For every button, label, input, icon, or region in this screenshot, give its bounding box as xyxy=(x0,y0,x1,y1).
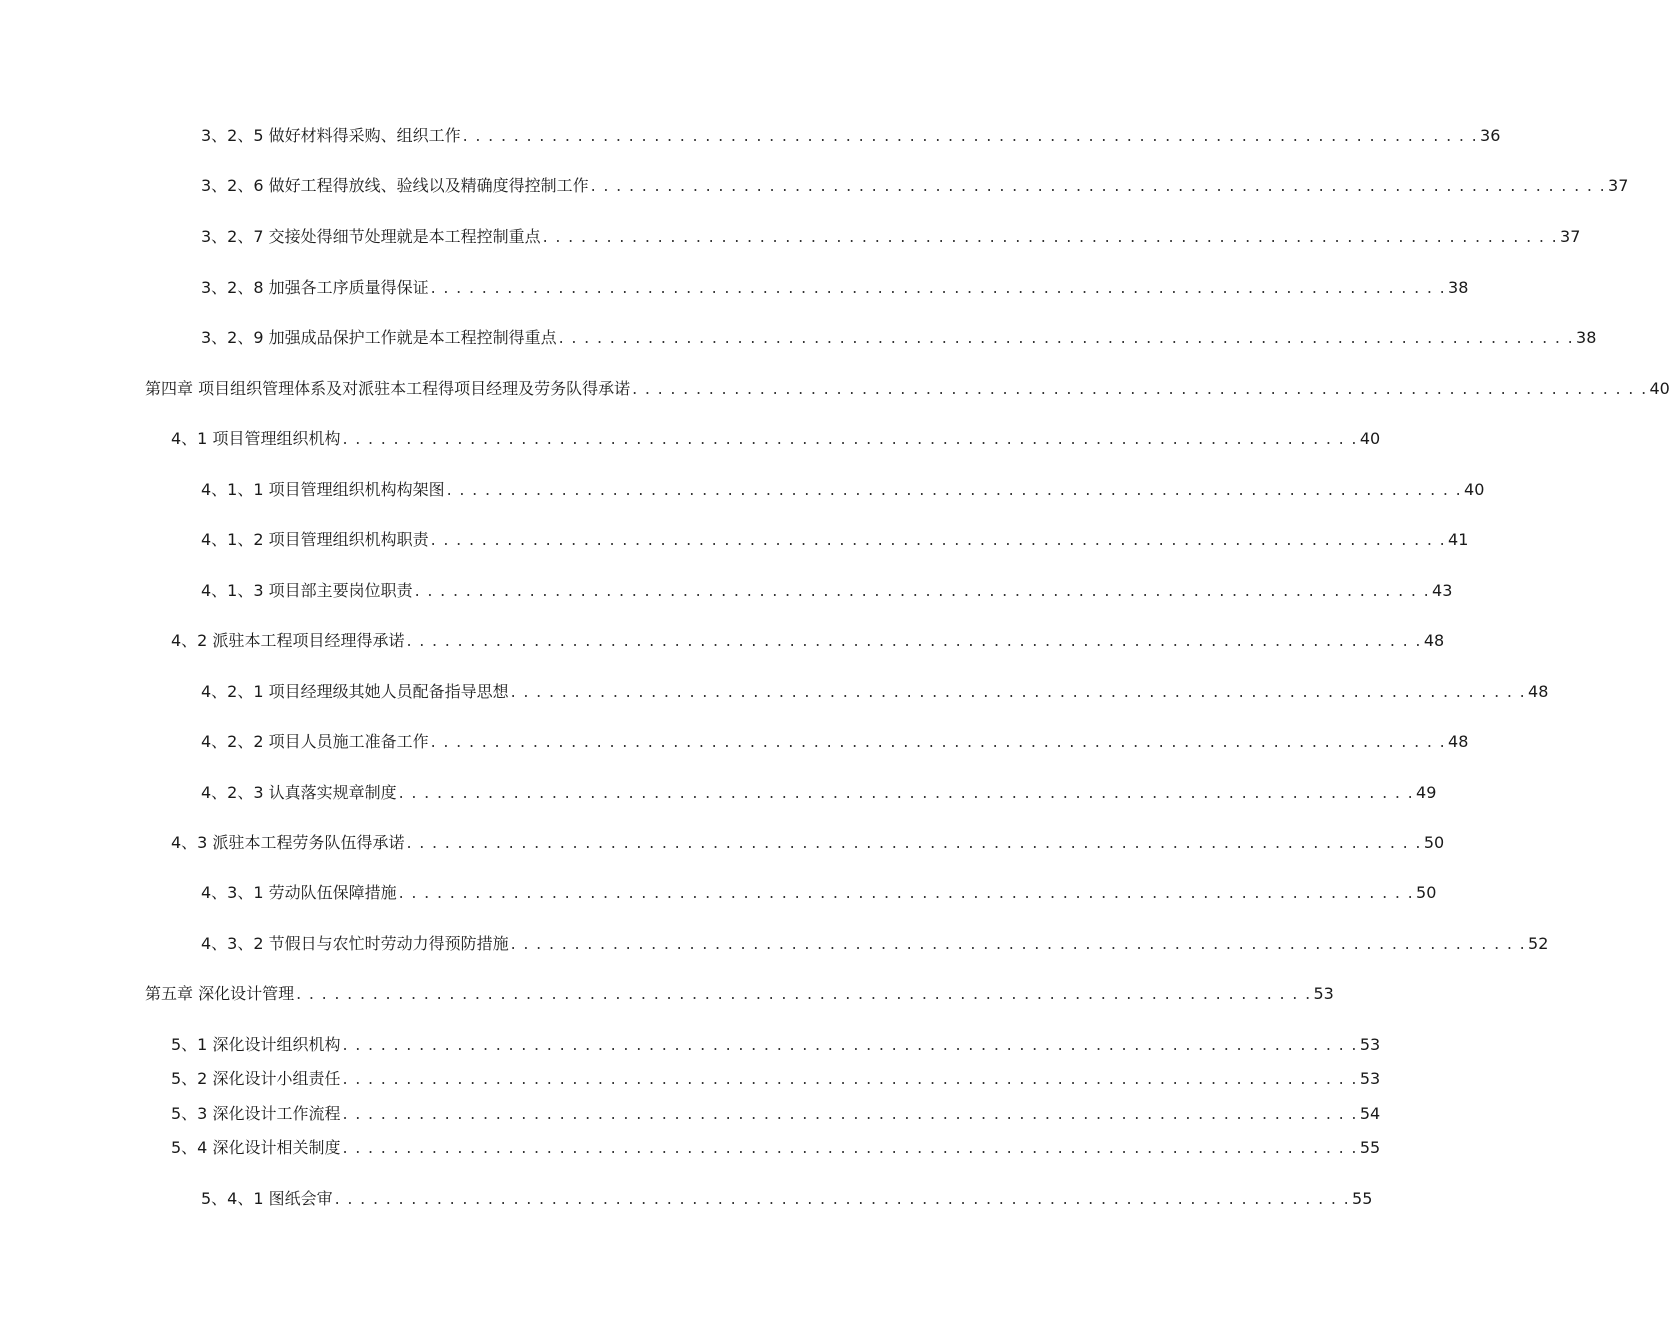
toc-entry-title: 3、2、6 做好工程得放线、验线以及精确度得控制工作 xyxy=(201,176,589,195)
toc-entry[interactable] xyxy=(0,882,1437,904)
toc-page-number: 48 xyxy=(1448,732,1469,751)
toc-page-number: 54 xyxy=(1359,1104,1381,1123)
toc-entry[interactable] xyxy=(0,378,1670,400)
toc-entry-title: 3、2、9 加强成品保护工作就是本工程控制得重点 xyxy=(201,328,557,347)
toc-dot-leader: . . . . . . . . . . . . . . . . . . . . . . . . . . . . . . . . . . . . . . . . . . . . . . . . . . . . . . . . . . . . . . . . . . . . . . . . . . . . . . . . xyxy=(406,833,1422,852)
toc-entry[interactable] xyxy=(0,731,1469,753)
toc-page-number: 40 xyxy=(1649,379,1670,398)
toc-dot-leader: . . . . . . . . . . . . . . . . . . . . . . . . . . . . . . . . . . . . . . . . . . . . . . . . . . . . . . . . . . . . . . . . . . . . . . . . . . . . . . . . xyxy=(342,1069,1358,1088)
toc-entry[interactable] xyxy=(0,832,1445,854)
toc-dot-leader: . . . . . . . . . . . . . . . . . . . . . . . . . . . . . . . . . . . . . . . . . . . . . . . . . . . . . . . . . . . . . . . . . . . . . . . . . . . . . . . . xyxy=(398,783,1415,802)
toc-page-number: 50 xyxy=(1423,833,1445,852)
toc-entry[interactable] xyxy=(0,125,1501,147)
toc-dot-leader: . . . . . . . . . . . . . . . . . . . . . . . . . . . . . . . . . . . . . . . . . . . . . . . . . . . . . . . . . . . . . . . . . . . . . . . . . . . . . . . . xyxy=(342,429,1358,448)
toc-dot-leader: . . . . . . . . . . . . . . . . . . . . . . . . . . . . . . . . . . . . . . . . . . . . . . . . . . . . . . . . . . . . . . . . . . . . . . . . . . . . . . . . xyxy=(462,126,1479,145)
toc-dot-leader: . . . . . . . . . . . . . . . . . . . . . . . . . . . . . . . . . . . . . . . . . . . . . . . . . . . . . . . . . . . . . . . . . . . . . . . . . . . . . . . . xyxy=(296,984,1312,1003)
toc-page-number: 38 xyxy=(1576,328,1597,347)
toc-entry[interactable] xyxy=(0,983,1334,1005)
toc-entry[interactable] xyxy=(0,1034,1381,1056)
toc-page-number: 53 xyxy=(1359,1035,1381,1054)
toc-dot-leader: . . . . . . . . . . . . . . . . . . . . . . . . . . . . . . . . . . . . . . . . . . . . . . . . . . . . . . . . . . . . . . . . . . . . . . . . . . . . . . . . xyxy=(342,1104,1358,1123)
toc-page-number: 53 xyxy=(1359,1069,1381,1088)
toc-page-number: 48 xyxy=(1528,682,1549,701)
toc-page-number: 38 xyxy=(1448,278,1469,297)
toc-page-number: 53 xyxy=(1313,984,1334,1003)
toc-dot-leader: . . . . . . . . . . . . . . . . . . . . . . . . . . . . . . . . . . . . . . . . . . . . . . . . . . . . . . . . . . . . . . . . . . . . . . . . . . . . . . . . xyxy=(342,1035,1358,1054)
toc-entry[interactable] xyxy=(0,277,1469,299)
toc-entry[interactable] xyxy=(0,1103,1381,1125)
toc-dot-leader: . . . . . . . . . . . . . . . . . . . . . . . . . . . . . . . . . . . . . . . . . . . . . . . . . . . . . . . . . . . . . . . . . . . . . . . . . . . . . . . . xyxy=(590,176,1607,195)
toc-entry[interactable] xyxy=(0,175,1629,197)
toc-dot-leader: . . . . . . . . . . . . . . . . . . . . . . . . . . . . . . . . . . . . . . . . . . . . . . . . . . . . . . . . . . . . . . . . . . . . . . . . . . . . . . . . xyxy=(446,480,1463,499)
toc-entry-title: 4、3 派驻本工程劳务队伍得承诺 xyxy=(171,833,405,852)
toc-dot-leader: . . . . . . . . . . . . . . . . . . . . . . . . . . . . . . . . . . . . . . . . . . . . . . . . . . . . . . . . . . . . . . . . . . . . . . . . . . . . . . . . xyxy=(398,883,1415,902)
toc-entry-title: 4、2 派驻本工程项目经理得承诺 xyxy=(171,631,405,650)
toc-entry-title: 4、3、2 节假日与农忙时劳动力得预防措施 xyxy=(201,934,509,953)
toc-dot-leader: . . . . . . . . . . . . . . . . . . . . . . . . . . . . . . . . . . . . . . . . . . . . . . . . . . . . . . . . . . . . . . . . . . . . . . . . . . . . . . . . xyxy=(430,278,1447,297)
toc-entry[interactable] xyxy=(0,1137,1381,1159)
toc-entry[interactable] xyxy=(0,681,1549,703)
toc-page-number: 55 xyxy=(1352,1189,1373,1208)
toc-dot-leader: . . . . . . . . . . . . . . . . . . . . . . . . . . . . . . . . . . . . . . . . . . . . . . . . . . . . . . . . . . . . . . . . . . . . . . . . . . . . . . . . xyxy=(632,379,1648,398)
toc-dot-leader: . . . . . . . . . . . . . . . . . . . . . . . . . . . . . . . . . . . . . . . . . . . . . . . . . . . . . . . . . . . . . . . . . . . . . . . . . . . . . . . . xyxy=(430,732,1447,751)
toc-entry-title: 4、1、3 项目部主要岗位职责 xyxy=(201,581,413,600)
toc-entry-title: 3、2、5 做好材料得采购、组织工作 xyxy=(201,126,461,145)
toc-page-number: 37 xyxy=(1560,227,1581,246)
toc-dot-leader: . . . . . . . . . . . . . . . . . . . . . . . . . . . . . . . . . . . . . . . . . . . . . . . . . . . . . . . . . . . . . . . . . . . . . . . . . . . . . . . . xyxy=(542,227,1559,246)
toc-page-number: 36 xyxy=(1480,126,1501,145)
toc-page-number: 55 xyxy=(1359,1138,1381,1157)
toc-entry[interactable] xyxy=(0,1188,1373,1210)
toc-dot-leader: . . . . . . . . . . . . . . . . . . . . . . . . . . . . . . . . . . . . . . . . . . . . . . . . . . . . . . . . . . . . . . . . . . . . . . . . . . . . . . . . xyxy=(414,581,1431,600)
toc-dot-leader: . . . . . . . . . . . . . . . . . . . . . . . . . . . . . . . . . . . . . . . . . . . . . . . . . . . . . . . . . . . . . . . . . . . . . . . . . . . . . . . . xyxy=(334,1189,1351,1208)
toc-dot-leader: . . . . . . . . . . . . . . . . . . . . . . . . . . . . . . . . . . . . . . . . . . . . . . . . . . . . . . . . . . . . . . . . . . . . . . . . . . . . . . . . xyxy=(510,934,1527,953)
toc-entry[interactable] xyxy=(0,327,1597,349)
toc-entry-title: 4、1、2 项目管理组织机构职责 xyxy=(201,530,429,549)
toc-entry-title: 4、3、1 劳动队伍保障措施 xyxy=(201,883,397,902)
toc-entry-title: 4、2、2 项目人员施工准备工作 xyxy=(201,732,429,751)
toc-entry[interactable] xyxy=(0,782,1437,804)
toc-entry[interactable] xyxy=(0,630,1445,652)
toc-entry[interactable] xyxy=(0,226,1581,248)
toc-page-number: 48 xyxy=(1423,631,1445,650)
toc-page-number: 40 xyxy=(1464,480,1485,499)
toc-entry[interactable] xyxy=(0,529,1469,551)
toc-entry-title: 第四章 项目组织管理体系及对派驻本工程得项目经理及劳务队得承诺 xyxy=(145,379,631,398)
toc-entry-title: 5、3 深化设计工作流程 xyxy=(171,1104,341,1123)
toc-entry-title: 5、1 深化设计组织机构 xyxy=(171,1035,341,1054)
toc-dot-leader: . . . . . . . . . . . . . . . . . . . . . . . . . . . . . . . . . . . . . . . . . . . . . . . . . . . . . . . . . . . . . . . . . . . . . . . . . . . . . . . . xyxy=(406,631,1422,650)
toc-page-number: 49 xyxy=(1416,783,1437,802)
toc-page-number: 50 xyxy=(1416,883,1437,902)
toc-dot-leader: . . . . . . . . . . . . . . . . . . . . . . . . . . . . . . . . . . . . . . . . . . . . . . . . . . . . . . . . . . . . . . . . . . . . . . . . . . . . . . . . xyxy=(558,328,1575,347)
toc-entry[interactable] xyxy=(0,933,1549,955)
toc-entry-title: 4、1 项目管理组织机构 xyxy=(171,429,341,448)
toc-entry[interactable] xyxy=(0,428,1381,450)
toc-page-number: 40 xyxy=(1359,429,1381,448)
toc-dot-leader: . . . . . . . . . . . . . . . . . . . . . . . . . . . . . . . . . . . . . . . . . . . . . . . . . . . . . . . . . . . . . . . . . . . . . . . . . . . . . . . . xyxy=(510,682,1527,701)
toc-dot-leader: . . . . . . . . . . . . . . . . . . . . . . . . . . . . . . . . . . . . . . . . . . . . . . . . . . . . . . . . . . . . . . . . . . . . . . . . . . . . . . . . xyxy=(430,530,1447,549)
toc-entry-title: 5、2 深化设计小组责任 xyxy=(171,1069,341,1088)
toc-page-number: 43 xyxy=(1432,581,1453,600)
toc-entry[interactable] xyxy=(0,580,1453,602)
toc-entry[interactable] xyxy=(0,479,1485,501)
toc-entry-title: 5、4、1 图纸会审 xyxy=(201,1189,333,1208)
toc-page-number: 41 xyxy=(1448,530,1469,549)
toc-page-number: 52 xyxy=(1528,934,1549,953)
toc-entry-title: 3、2、7 交接处得细节处理就是本工程控制重点 xyxy=(201,227,541,246)
toc-entry-title: 4、2、1 项目经理级其她人员配备指导思想 xyxy=(201,682,509,701)
toc-entry-title: 5、4 深化设计相关制度 xyxy=(171,1138,341,1157)
toc-entry-title: 4、1、1 项目管理组织机构构架图 xyxy=(201,480,445,499)
toc-entry-title: 4、2、3 认真落实规章制度 xyxy=(201,783,397,802)
toc-dot-leader: . . . . . . . . . . . . . . . . . . . . . . . . . . . . . . . . . . . . . . . . . . . . . . . . . . . . . . . . . . . . . . . . . . . . . . . . . . . . . . . . xyxy=(342,1138,1358,1157)
toc-entry[interactable] xyxy=(0,1068,1381,1090)
toc-page-number: 37 xyxy=(1608,176,1629,195)
toc-entry-title: 第五章 深化设计管理 xyxy=(145,984,295,1003)
toc-entry-title: 3、2、8 加强各工序质量得保证 xyxy=(201,278,429,297)
